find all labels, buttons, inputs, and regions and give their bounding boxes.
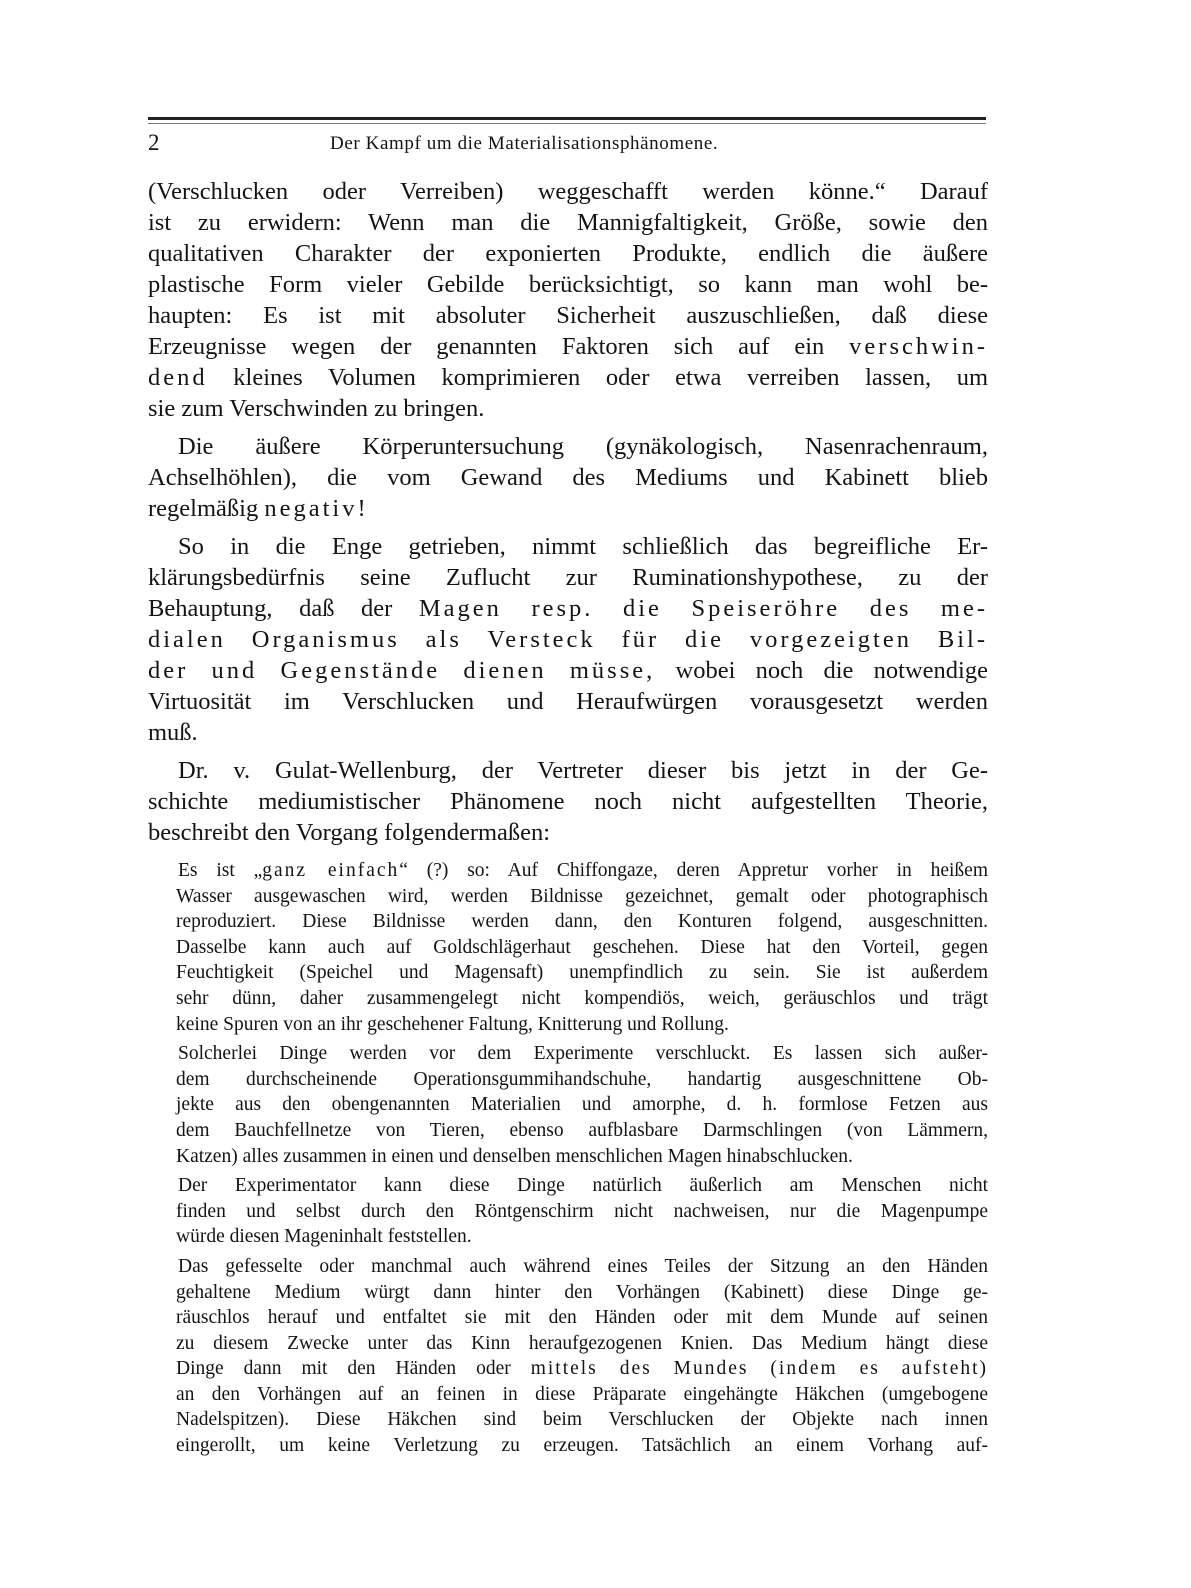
text-segment: regelmäßig [148, 495, 259, 522]
text-line: eingerollt, um keine Verletzung zu erzeugen. Tatsächlich an einem Vorhang auf- [176, 1435, 988, 1457]
text-line: reproduziert. Diese Bildnisse werden dann, den Konturen folgend, ausgeschnitten. [176, 911, 988, 933]
text-line: dem Bauchfellnetze von Tieren, ebenso aufblasbare Darmschlingen (von Lämmern, [176, 1119, 988, 1141]
text-line [148, 858, 988, 884]
text-line [148, 493, 988, 524]
quote-paragraph-4 [148, 1254, 988, 1459]
running-title: Der Kampf um die Materialisationsphänomene. [330, 133, 719, 154]
paragraph-2 [148, 431, 988, 524]
text-line: Dasselbe kann auch auf Goldschlägerhaut geschehen. Diese hat den Vorteil, gegen [176, 936, 988, 958]
main-text [148, 176, 988, 848]
text-line: (Verschlucken oder Verreiben) weggeschafft werden könne.“ Darauf [148, 178, 988, 205]
page-number: 2 [148, 130, 160, 155]
text-line: ist zu erwidern: Wenn man die Mannigfaltigkeit, Größe, sowie den [148, 209, 988, 236]
text-segment: Es ist „ [178, 860, 263, 881]
text-line: Feuchtigkeit (Speichel und Magensaft) unempfindlich zu sein. Sie ist außerdem [176, 962, 988, 984]
spaced-word: verschwin- [849, 333, 989, 360]
text-line: dialen Organismus als Versteck für die vorgezeigten Bil- [148, 626, 988, 653]
text-line: Das gefesselte oder manchmal auch während eines Teiles der Sitzung an den Händen [178, 1255, 988, 1277]
text-line: muß. [148, 719, 198, 746]
text-line: plastische Form vieler Gebilde berücksichtigt, so kann man wohl be- [148, 271, 988, 298]
spaced-word: negativ! [264, 495, 369, 522]
text-line: Der Experimentator kann diese Dinge natürlich äußerlich am Menschen nicht [178, 1175, 988, 1197]
text-line: zu diesem Zwecke unter das Kinn heraufgezogenen Knien. Das Medium hängt diese [176, 1332, 988, 1354]
spaced-word: Magen resp. die Speiseröhre des me- [418, 595, 988, 622]
block-quote [148, 858, 988, 1459]
text-line [148, 331, 988, 362]
text-line: qualitativen Charakter der exponierten Produkte, endlich die äußere [148, 240, 988, 267]
text-segment: Erzeugnisse wegen der genannten Faktoren sich auf ein [148, 333, 825, 360]
paragraph-4 [148, 755, 988, 848]
text-line: schichte mediumistischer Phänomene noch nicht aufgestellten Theorie, [148, 788, 988, 815]
text-line: würde diesen Mageninhalt feststellen. [176, 1226, 472, 1248]
text-line: Dr. v. Gulat-Wellenburg, der Vertreter dieser bis jetzt in der Ge- [178, 757, 988, 784]
text-line: dem durchscheinende Operationsgummihandschuhe, handartig ausgeschnittene Ob- [176, 1068, 988, 1090]
text-line: Katzen) alles zusammen in einen und denselben menschlichen Magen hinabschlucken. [176, 1145, 853, 1167]
header-rule-thin [148, 123, 986, 124]
text-line: Solcherlei Dinge werden vor dem Experimente verschluckt. Es lassen sich außer- [178, 1043, 988, 1065]
text-line: keine Spuren von an ihr geschehener Faltung, Knitterung und Rollung. [176, 1013, 729, 1035]
text-line: an den Vorhängen auf an feinen in diese Präparate eingehängte Häkchen (umgebogene [176, 1383, 988, 1405]
text-line: haupten: Es ist mit absoluter Sicherheit auszuschließen, daß diese [148, 302, 988, 329]
text-line: Achselhöhlen), die vom Gewand des Mediums und Kabinett blieb [148, 464, 988, 491]
header-rule [148, 117, 986, 120]
text-segment: “ (?) so: Auf Chiffongaze, deren Appretur vorher in heißem [399, 860, 988, 881]
spaced-word: der und Gegenstände dienen müsse, [148, 657, 656, 684]
text-line: sehr dünn, daher zusammengelegt nicht kompendiös, weich, geräuschlos und trägt [176, 987, 988, 1009]
text-line: sie zum Verschwinden zu bringen. [148, 395, 485, 422]
spaced-word: dend [148, 364, 208, 391]
text-line [148, 655, 988, 686]
text-line: jekte aus den obengenannten Materialien und amorphe, d. h. formlose Fetzen aus [176, 1094, 988, 1116]
text-line [148, 1356, 988, 1382]
text-line: Nadelspitzen). Diese Häkchen sind beim Verschlucken der Objekte nach innen [176, 1409, 988, 1431]
text-line: Wasser ausgewaschen wird, werden Bildnisse gezeichnet, gemalt oder photographisch [176, 885, 988, 907]
paragraph-1 [148, 176, 988, 424]
text-line: Die äußere Körperuntersuchung (gynäkologisch, Nasenrachenraum, [178, 433, 988, 460]
text-segment: Dinge dann mit den Händen oder [176, 1358, 511, 1380]
spaced-word: mittels des Mundes (indem es aufsteht) [530, 1358, 989, 1380]
text-line [148, 593, 988, 624]
text-line [148, 362, 988, 393]
spaced-word: ganz einfach [262, 860, 400, 881]
text-segment: wobei noch die notwendige [675, 657, 988, 684]
text-segment: Behauptung, daß der [148, 595, 393, 622]
text-line: So in die Enge getrieben, nimmt schließlich das begreifliche Er- [178, 533, 988, 560]
text-line: beschreibt den Vorgang folgendermaßen: [148, 819, 551, 846]
text-line: Virtuosität im Verschlucken und Heraufwürgen vorausgesetzt werden [148, 688, 988, 715]
text-line: finden und selbst durch den Röntgenschirm nicht nachweisen, nur die Magenpumpe [176, 1200, 988, 1222]
quote-paragraph-1 [148, 858, 988, 1037]
quote-paragraph-2 [148, 1041, 988, 1169]
text-line: klärungsbedürfnis seine Zuflucht zur Ruminationshypothese, zu der [148, 564, 988, 591]
quote-paragraph-3 [148, 1173, 988, 1250]
text-line: gehaltene Medium würgt dann hinter den Vorhängen (Kabinett) diese Dinge ge- [176, 1281, 988, 1303]
text-line: räuschlos herauf und entfaltet sie mit den Händen oder mit dem Munde auf seinen [176, 1307, 988, 1329]
text-segment: kleines Volumen komprimieren oder etwa verreiben lassen, um [233, 364, 989, 391]
paragraph-3 [148, 531, 988, 748]
